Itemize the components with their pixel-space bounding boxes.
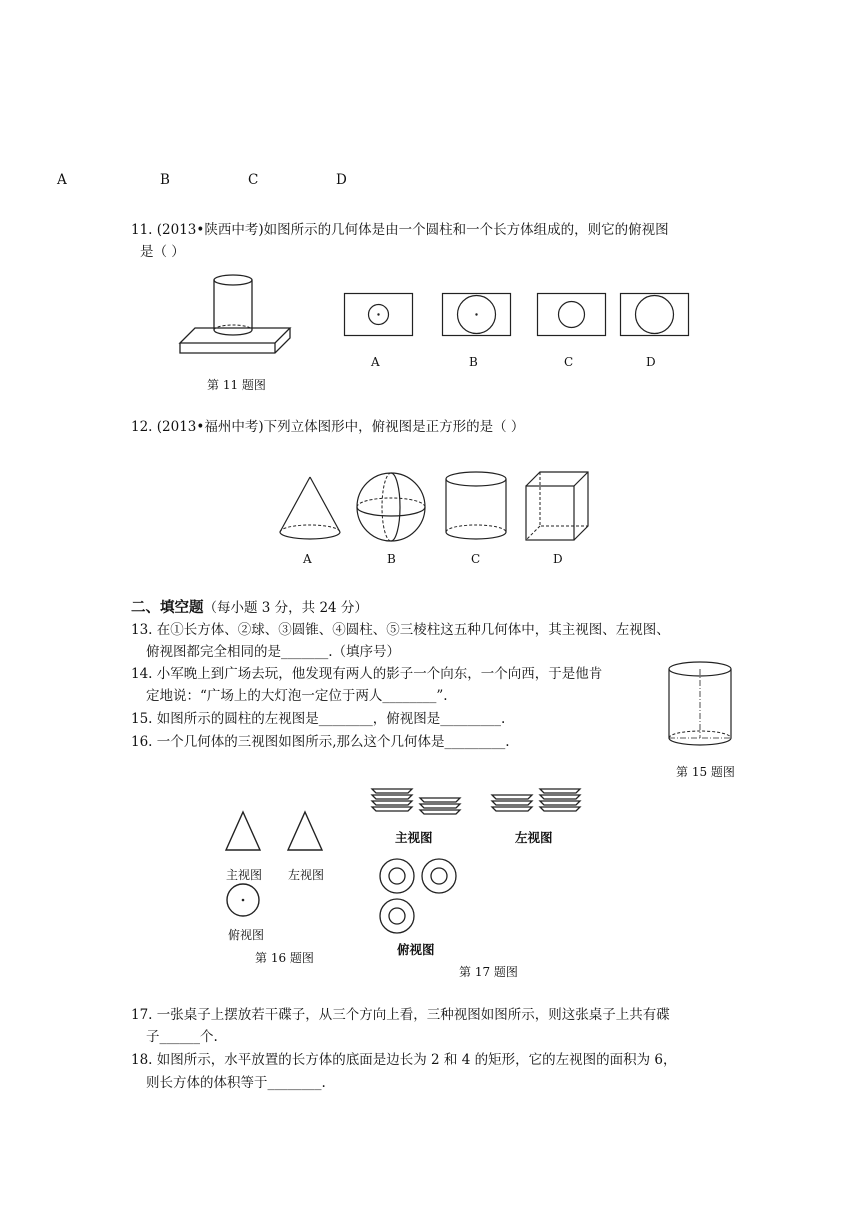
q11-option-c-label: C	[564, 355, 574, 369]
q16-front-view-triangle	[224, 810, 262, 852]
q13-text-line2: 俯视图都完全相同的是_______.（填序号）	[146, 644, 401, 660]
q16-caption: 第 16 题图	[255, 951, 314, 965]
q14-text-line1: 14. 小军晚上到广场去玩，他发现有两人的影子一个向东，一个向西，于是他肯	[131, 666, 603, 682]
q15-text-line1: 15. 如图所示的圆柱的左视图是________，俯视图是_________.	[131, 711, 506, 727]
q11-option-d-label: D	[646, 355, 656, 369]
q12-option-d-label: D	[553, 552, 563, 566]
q17-front-label: 主视图	[395, 830, 433, 845]
option-label-d: D	[336, 172, 347, 188]
q11-option-c-figure	[537, 293, 607, 337]
q13-text-line1: 13. 在①长方体、②球、③圆锥、④圆柱、⑤三棱柱这五种几何体中，其主视图、左视图、	[131, 622, 670, 638]
option-label-b: B	[160, 172, 170, 188]
q11-option-a-figure	[344, 293, 414, 337]
q17-text-line1: 17. 一张桌子上摆放若干碟子，从三个方向上看，三种视图如图所示，则这张桌子上共有碟	[131, 1007, 670, 1023]
q17-caption: 第 17 题图	[459, 965, 518, 979]
q17-top-view-rings	[378, 856, 464, 938]
q11-option-d-figure	[620, 293, 690, 337]
option-label-c: C	[248, 172, 259, 188]
section2-title: 二、填空题	[131, 599, 204, 616]
q16-top-view-circle	[225, 882, 261, 918]
q11-caption: 第 11 题图	[207, 378, 266, 392]
q12-option-b-sphere	[354, 470, 428, 544]
q16-left-view-triangle	[286, 810, 324, 852]
q17-text-line2: 子______个.	[146, 1029, 218, 1045]
q17-left-label: 左视图	[515, 830, 553, 845]
q11-option-b-label: B	[469, 355, 478, 369]
q12-option-a-cone	[278, 475, 342, 545]
q11-option-a-label: A	[371, 355, 380, 369]
q12-option-a-label: A	[303, 552, 312, 566]
q11-text-line2: 是（ ）	[140, 244, 185, 260]
q12-option-c-cylinder	[443, 470, 509, 546]
q17-front-view-plates	[370, 785, 465, 825]
option-label-a: A	[57, 172, 67, 188]
q14-text-line2: 定地说：“广场上的大灯泡一定位于两人________”.	[146, 688, 448, 704]
q17-top-label: 俯视图	[397, 942, 435, 957]
q11-solid-figure	[175, 268, 295, 358]
q15-cylinder-figure	[666, 660, 734, 752]
q16-text-line1: 16. 一个几何体的三视图如图所示,那么这个几何体是_________.	[131, 734, 510, 750]
q11-text-line1: 11. (2013•陕西中考)如图所示的几何体是由一个圆柱和一个长方体组成的，则它的俯视图	[131, 222, 669, 238]
q16-top-label: 俯视图	[228, 928, 265, 942]
q18-text-line2: 则长方体的体积等于________.	[146, 1075, 326, 1091]
q16-front-label: 主视图	[226, 868, 263, 882]
section2-heading	[131, 596, 368, 617]
q15-caption: 第 15 题图	[676, 765, 735, 779]
q12-option-b-label: B	[387, 552, 396, 566]
q18-text-line1: 18. 如图所示，水平放置的长方体的底面是边长为 2 和 4 的矩形，它的左视图的面积为 6，	[131, 1052, 677, 1068]
q12-text-line1: 12. (2013•福州中考)下列立体图形中，俯视图是正方形的是（ ）	[131, 419, 525, 435]
q12-option-c-label: C	[471, 552, 481, 566]
q16-left-label: 左视图	[288, 868, 325, 882]
q17-left-view-plates	[490, 785, 585, 825]
section2-subtitle: （每小题 3 分，共 24 分）	[203, 600, 368, 616]
q11-option-b-figure	[442, 293, 512, 337]
q12-option-d-cube	[524, 470, 590, 544]
